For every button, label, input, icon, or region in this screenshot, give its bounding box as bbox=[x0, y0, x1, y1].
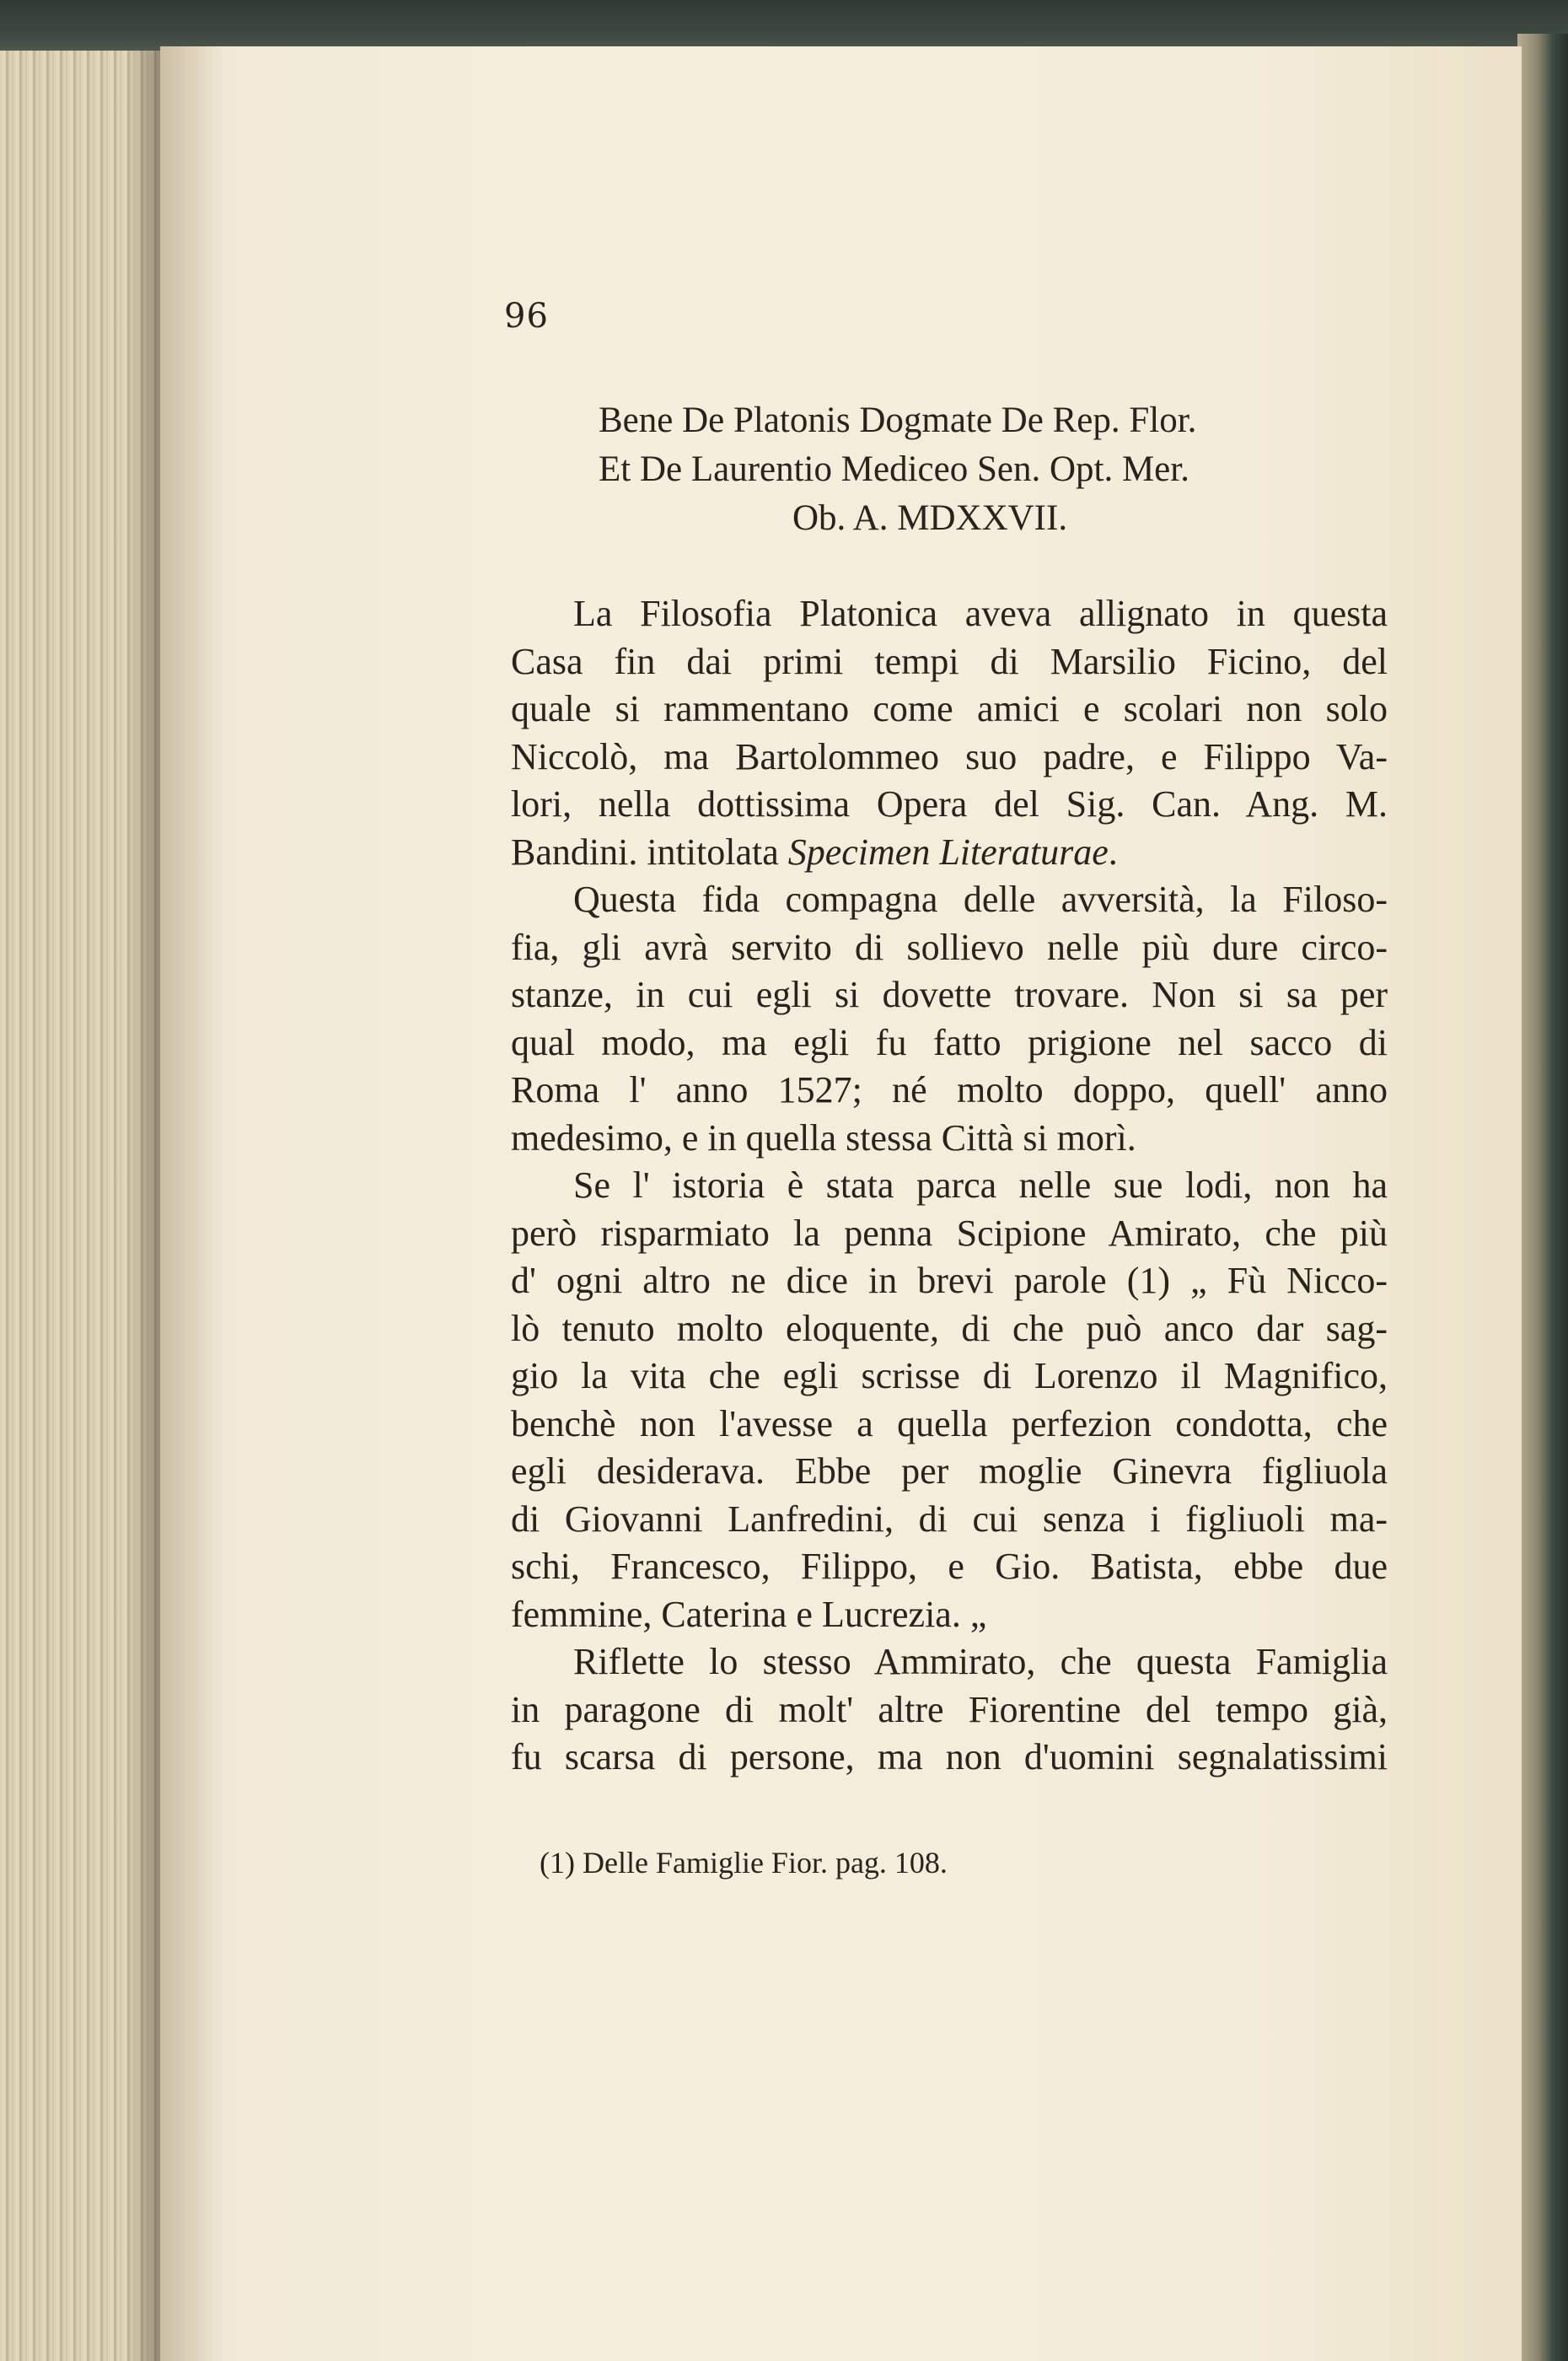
text-line: lò tenuto molto eloquente, di che può anco dar sag- bbox=[511, 1307, 1388, 1349]
page-number: 96 bbox=[504, 297, 549, 336]
text-line: Questa fida compagna delle avversità, la Filoso- bbox=[573, 879, 1388, 920]
epitaph-line: Et De Laurentio Mediceo Sen. Opt. Mer. bbox=[599, 449, 1189, 489]
book-title: Specimen Literaturae bbox=[787, 831, 1109, 873]
text-line: gio la vita che egli scrisse di Lorenzo il Magnifico, bbox=[511, 1355, 1388, 1396]
text-line: schi, Francesco, Filippo, e Gio. Batista, ebbe due bbox=[511, 1546, 1388, 1587]
epitaph-line: Bene De Platonis Dogmate De Rep. Flor. bbox=[599, 401, 1197, 440]
text-line: di Giovanni Lanfredini, di cui senza i figliuoli ma- bbox=[511, 1498, 1388, 1540]
text-line: egli desiderava. Ebbe per moglie Ginevra figliuola bbox=[511, 1450, 1388, 1492]
book-cover-right bbox=[1517, 34, 1568, 2361]
text-line: lori, nella dottissima Opera del Sig. Can. Ang. M. bbox=[511, 783, 1388, 825]
text-line: Riflette lo stesso Ammirato, che questa Famiglia bbox=[573, 1641, 1388, 1682]
text-line: stanze, in cui egli si dovette trovare. Non si sa per bbox=[511, 974, 1388, 1015]
text-line: La Filosofia Platonica aveva allignato in questa bbox=[573, 593, 1388, 634]
text-line: femmine, Caterina e Lucrezia. „ bbox=[511, 1593, 987, 1635]
text-line: fu scarsa di persone, ma non d'uomini segnalatissimi bbox=[511, 1736, 1388, 1777]
text-line: d' ogni altro ne dice in brevi parole (1) „ Fù Nicco- bbox=[511, 1260, 1388, 1301]
text-line-with-title bbox=[511, 829, 1388, 877]
text-line: medesimo, e in quella stessa Città si morì. bbox=[511, 1116, 1136, 1159]
gutter-shade bbox=[160, 46, 228, 2361]
text-line: in paragone di molt' altre Fiorentine del tempo già, bbox=[511, 1688, 1388, 1730]
body-text bbox=[511, 590, 1388, 1782]
epitaph-line: Ob. A. MDXXVII. bbox=[792, 498, 1068, 538]
text-segment: . bbox=[1108, 831, 1118, 873]
text-line: qual modo, ma egli fu fatto prigione nel sacco di bbox=[511, 1021, 1388, 1063]
text-segment: Bandini. intitolata bbox=[511, 831, 788, 873]
text-line: Se l' istoria è stata parca nelle sue lodi, non ha bbox=[573, 1164, 1388, 1206]
text-line: Roma l' anno 1527; né molto doppo, quell' anno bbox=[511, 1069, 1388, 1111]
text-line: Casa fin dai primi tempi di Marsilio Ficino, del bbox=[511, 640, 1388, 682]
text-line: quale si rammentano come amici e scolari non solo bbox=[511, 688, 1388, 729]
text-line: benchè non l'avesse a quella perfezion condotta, che bbox=[511, 1402, 1388, 1444]
text-line: fia, gli avrà servito di sollievo nelle più dure circo- bbox=[511, 926, 1388, 968]
text-line: Niccolò, ma Bartolommeo suo padre, e Filippo Va- bbox=[511, 735, 1388, 777]
epitaph bbox=[506, 396, 1349, 543]
text-line: però risparmiato la penna Scipione Amirato, che più bbox=[511, 1212, 1388, 1254]
footnote: (1) Delle Famiglie Fior. pag. 108. bbox=[540, 1846, 948, 1880]
